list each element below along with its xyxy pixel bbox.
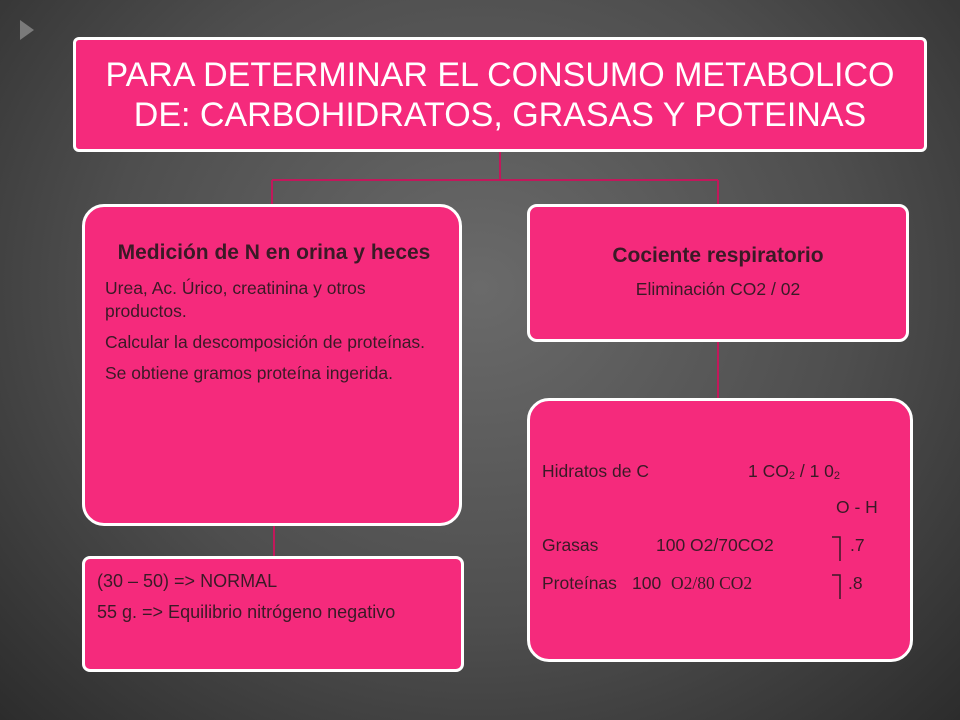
proteinas-label: Proteínas — [542, 573, 617, 593]
hidratos-value-a: 1 CO — [748, 461, 789, 481]
title-line-1: PARA DETERMINAR EL CONSUMO METABOLICO — [105, 55, 895, 94]
hidratos-sub-a: 2 — [788, 470, 795, 482]
proteinas-value: O2/80 CO2 — [671, 573, 753, 593]
nitrogen-item-2: Calcular la descomposición de proteínas. — [105, 332, 426, 352]
proteinas-result: .8 — [848, 573, 863, 593]
nitrogen-item-3: Se obtiene gramos proteína ingerida. — [105, 363, 393, 383]
hidratos-value-b: / 1 0 — [794, 461, 834, 481]
grasas-value: 100 O2/70CO2 — [656, 535, 774, 555]
nitrogen-heading: Medición de N en orina y heces — [117, 241, 431, 264]
hidratos-label: Hidratos de C — [542, 461, 649, 481]
grouping-brackets — [830, 531, 846, 601]
hidratos-sub-b: 2 — [833, 470, 841, 482]
normal-item-2: 55 g. => Equilibrio nitrógeno negativo — [97, 602, 396, 622]
grasas-label: Grasas — [542, 535, 599, 555]
hidratos-value — [748, 461, 840, 482]
proteinas-num: 100 — [632, 573, 662, 593]
grasas-result: .7 — [850, 535, 865, 555]
respiratory-item: Eliminación CO2 / 02 — [635, 279, 801, 299]
oh-label: O - H — [836, 497, 878, 517]
respiratory-quotient-box — [527, 204, 909, 342]
normal-item-1: (30 – 50) => NORMAL — [97, 571, 278, 591]
quotient-values-box — [527, 398, 913, 662]
nitrogen-measurement-box — [82, 204, 462, 526]
title-box — [73, 37, 927, 152]
nitrogen-item-1: Urea, Ac. Úrico, creatinina y otros productos. — [105, 278, 366, 321]
title-line-2: DE: CARBOHIDRATOS, GRASAS Y POTEINAS — [133, 95, 867, 134]
respiratory-heading: Cociente respiratorio — [612, 244, 824, 267]
normal-range-box — [82, 556, 464, 672]
